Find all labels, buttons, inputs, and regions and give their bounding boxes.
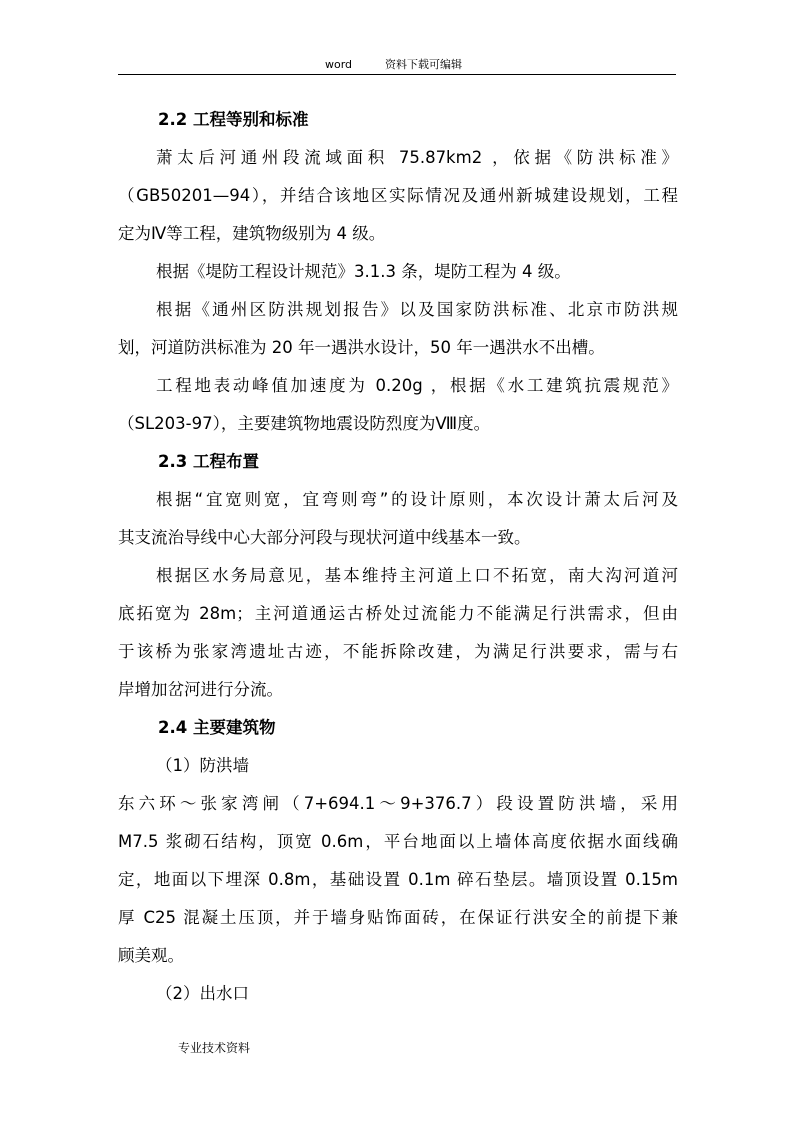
paragraph-line: 工程地表动峰值加速度为 0.20g ，根据《水工建筑抗震规范》 — [156, 376, 678, 395]
paragraph-line: 厚 C25 混凝土压顶，并于墙身贴饰面砖，在保证行洪安全的前提下兼 — [118, 908, 678, 927]
paragraph-line: 划，河道防洪标准为 20 年一遇洪水设计，50 年一遇洪水不出槽。 — [118, 338, 605, 357]
section-heading-2-3: 2.3 工程布置 — [158, 452, 259, 471]
header-word-label: word — [325, 58, 353, 71]
paragraph-line: 定为Ⅳ等工程，建筑物级别为 4 级。 — [118, 224, 386, 243]
paragraph-line: M7.5 浆砌石结构，顶宽 0.6m，平台地面以上墙体高度依据水面线确 — [118, 832, 678, 851]
section-heading-2-2: 2.2 工程等别和标准 — [158, 110, 309, 129]
paragraph-line: （SL203-97），主要建筑物地震设防烈度为Ⅷ度。 — [118, 414, 491, 433]
page-header — [0, 57, 794, 73]
header-divider — [118, 74, 676, 75]
paragraph-line: 顾美观。 — [118, 946, 184, 965]
section-heading-2-4: 2.4 主要建筑物 — [158, 718, 276, 737]
subsection-label-1: （1）防洪墙 — [156, 756, 249, 775]
subsection-label-2: （2）出水口 — [156, 984, 249, 1003]
paragraph-line: 定，地面以下埋深 0.8m，基础设置 0.1m 碎石垫层。墙顶设置 0.15m — [118, 870, 678, 889]
paragraph-line: 岸增加岔河进行分流。 — [118, 680, 283, 699]
document-body — [118, 101, 678, 1013]
paragraph-line: 底拓宽为 28m；主河道通运古桥处过流能力不能满足行洪需求，但由 — [118, 604, 678, 623]
paragraph-line: 于该桥为张家湾遗址古迹，不能拆除改建，为满足行洪要求，需与右 — [118, 642, 678, 661]
header-editable-note: 资料下载可编辑 — [385, 58, 462, 71]
paragraph-line: 萧太后河通州段流域面积 75.87km2 ，依据《防洪标准》 — [156, 148, 678, 167]
paragraph-line: 东六环～张家湾闸（7+694.1～9+376.7）段设置防洪墙，采用 — [118, 794, 678, 813]
paragraph-line: 根据《堤防工程设计规范》3.1.3 条，堤防工程为 4 级。 — [156, 262, 571, 281]
paragraph-line: 根据区水务局意见，基本维持主河道上口不拓宽，南大沟河道河 — [156, 566, 678, 585]
paragraph-line: 其支流治导线中心大部分河段与现状河道中线基本一致。 — [118, 528, 531, 547]
paragraph-line: （GB50201—94），并结合该地区实际情况及通州新城建设规划，工程 — [118, 186, 678, 205]
paragraph-line: 根据《通州区防洪规划报告》以及国家防洪标准、北京市防洪规 — [156, 300, 678, 319]
page-footer: 专业技术资料 — [178, 1041, 251, 1055]
paragraph-line: 根据“宜宽则宽，宜弯则弯”的设计原则，本次设计萧太后河及 — [156, 490, 678, 509]
